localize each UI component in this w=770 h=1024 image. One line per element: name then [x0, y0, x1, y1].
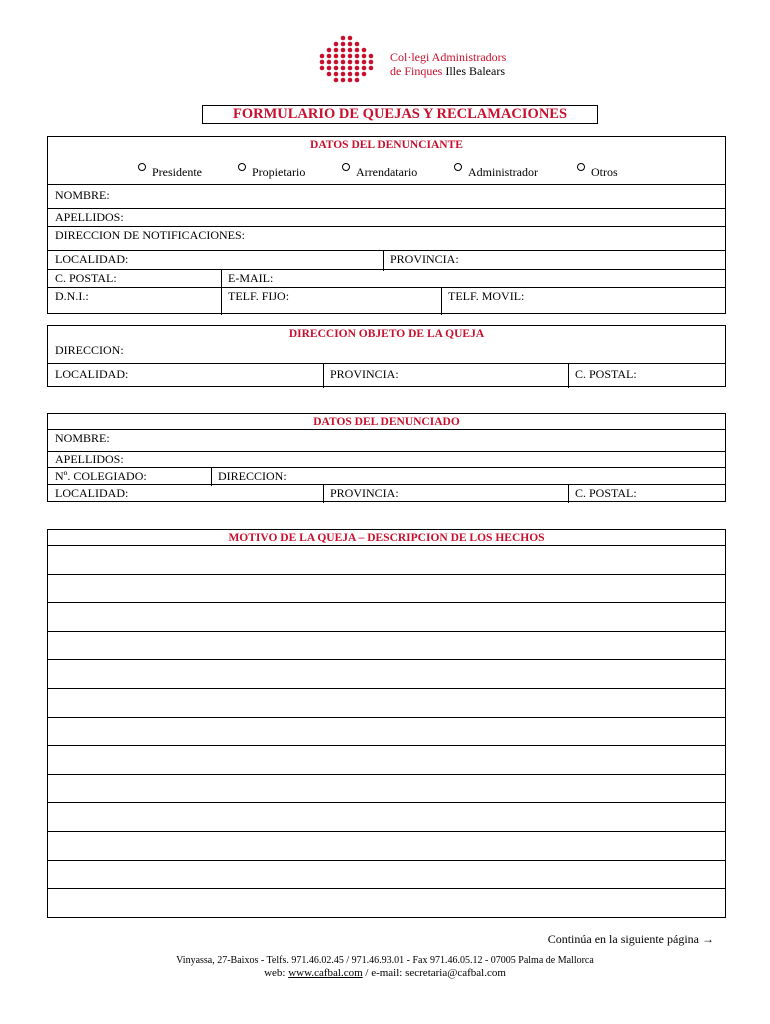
motivo-line[interactable] — [48, 888, 725, 918]
motivo-line[interactable] — [48, 717, 725, 747]
section-denunciante — [47, 136, 726, 314]
continue-note: Continúa en la siguiente página → — [547, 932, 714, 946]
row-denunciado-localidad — [48, 484, 725, 503]
section-motivo — [47, 529, 726, 918]
radio-presidente[interactable]: Presidente — [152, 165, 202, 180]
section-title-denunciante: DATOS DEL DENUNCIANTE — [310, 139, 463, 151]
field-denunciado-localidad[interactable]: LOCALIDAD: — [55, 486, 129, 500]
field-objeto-cpostal[interactable]: C. POSTAL: — [575, 367, 637, 381]
field-localidad[interactable]: LOCALIDAD: — [55, 252, 129, 266]
footer-address: Vinyassa, 27-Baixos - Telfs. 971.46.02.45 / 971.46.93.01 - Fax 971.46.05.12 - 07005 Palma de Mallorca — [176, 955, 594, 966]
radio-circle-icon — [577, 163, 585, 171]
org-line2-dark: Illes Balears — [445, 64, 505, 78]
org-name — [390, 50, 506, 78]
form-title: FORMULARIO DE QUEJAS Y RECLAMACIONES — [202, 105, 598, 124]
logo-icon — [318, 35, 380, 83]
field-objeto-localidad[interactable]: LOCALIDAD: — [55, 367, 129, 381]
field-denunciado-nombre[interactable]: NOMBRE: — [48, 429, 725, 454]
motivo-line[interactable] — [48, 602, 725, 632]
field-denunciado-apellidos[interactable]: APELLIDOS: — [48, 451, 725, 468]
org-line1: Col·legi Administradors — [390, 50, 507, 64]
email-text: / e-mail: secretaria@cafbal.com — [365, 967, 506, 979]
radio-arrendatario[interactable]: Arrendatario — [356, 165, 417, 180]
field-provincia[interactable]: PROVINCIA: — [390, 252, 459, 266]
row-localidad — [48, 250, 725, 271]
radio-administrador[interactable]: Administrador — [468, 165, 538, 180]
web-label: web: — [264, 967, 286, 979]
motivo-line[interactable] — [48, 574, 725, 604]
field-dni[interactable]: D.N.I.: — [55, 289, 89, 303]
motivo-line[interactable] — [48, 831, 725, 861]
radio-otros[interactable]: Otros — [591, 165, 618, 180]
row-objeto-localidad — [48, 363, 725, 388]
field-nombre[interactable]: NOMBRE: — [48, 184, 725, 205]
motivo-line[interactable] — [48, 659, 725, 689]
section-title-objeto: DIRECCION OBJETO DE LA QUEJA — [288, 328, 485, 340]
field-telf-fijo[interactable]: TELF. FIJO: — [228, 289, 290, 303]
field-colegiado[interactable]: Nº. COLEGIADO: — [55, 469, 147, 483]
section-objeto — [47, 325, 726, 387]
motivo-line[interactable] — [48, 774, 725, 804]
section-title-motivo: MOTIVO DE LA QUEJA – DESCRIPCION DE LOS HECHOS — [228, 532, 545, 544]
section-title-denunciado: DATOS DEL DENUNCIADO — [313, 416, 460, 428]
field-denunciado-direccion[interactable]: DIRECCION: — [218, 469, 287, 483]
motivo-line[interactable] — [48, 545, 725, 575]
motivo-line[interactable] — [48, 631, 725, 661]
section-denunciado — [47, 413, 726, 502]
radio-circle-icon — [238, 163, 246, 171]
motivo-line[interactable] — [48, 860, 725, 890]
radio-circle-icon — [138, 163, 146, 171]
motivo-line[interactable] — [48, 688, 725, 718]
field-denunciado-provincia[interactable]: PROVINCIA: — [330, 486, 399, 500]
org-line2-red: de Finques — [390, 64, 443, 78]
field-email[interactable]: E-MAIL: — [228, 271, 274, 285]
motivo-line[interactable] — [48, 745, 725, 775]
field-direccion-notificaciones[interactable]: DIRECCION DE NOTIFICACIONES: — [48, 226, 725, 251]
web-link[interactable]: www.cafbal.com — [288, 967, 363, 979]
radio-circle-icon — [454, 163, 462, 171]
field-apellidos[interactable]: APELLIDOS: — [48, 208, 725, 227]
field-telf-movil[interactable]: TELF. MOVIL: — [448, 289, 525, 303]
field-denunciado-cpostal[interactable]: C. POSTAL: — [575, 486, 637, 500]
field-objeto-provincia[interactable]: PROVINCIA: — [330, 367, 399, 381]
field-cpostal[interactable]: C. POSTAL: — [55, 271, 117, 285]
field-objeto-direccion[interactable]: DIRECCION: — [55, 343, 124, 357]
motivo-line[interactable] — [48, 802, 725, 832]
radio-circle-icon — [342, 163, 350, 171]
row-cpostal — [48, 269, 725, 288]
footer-web — [0, 967, 770, 979]
row-dni — [48, 287, 725, 315]
radio-propietario[interactable]: Propietario — [252, 165, 305, 180]
